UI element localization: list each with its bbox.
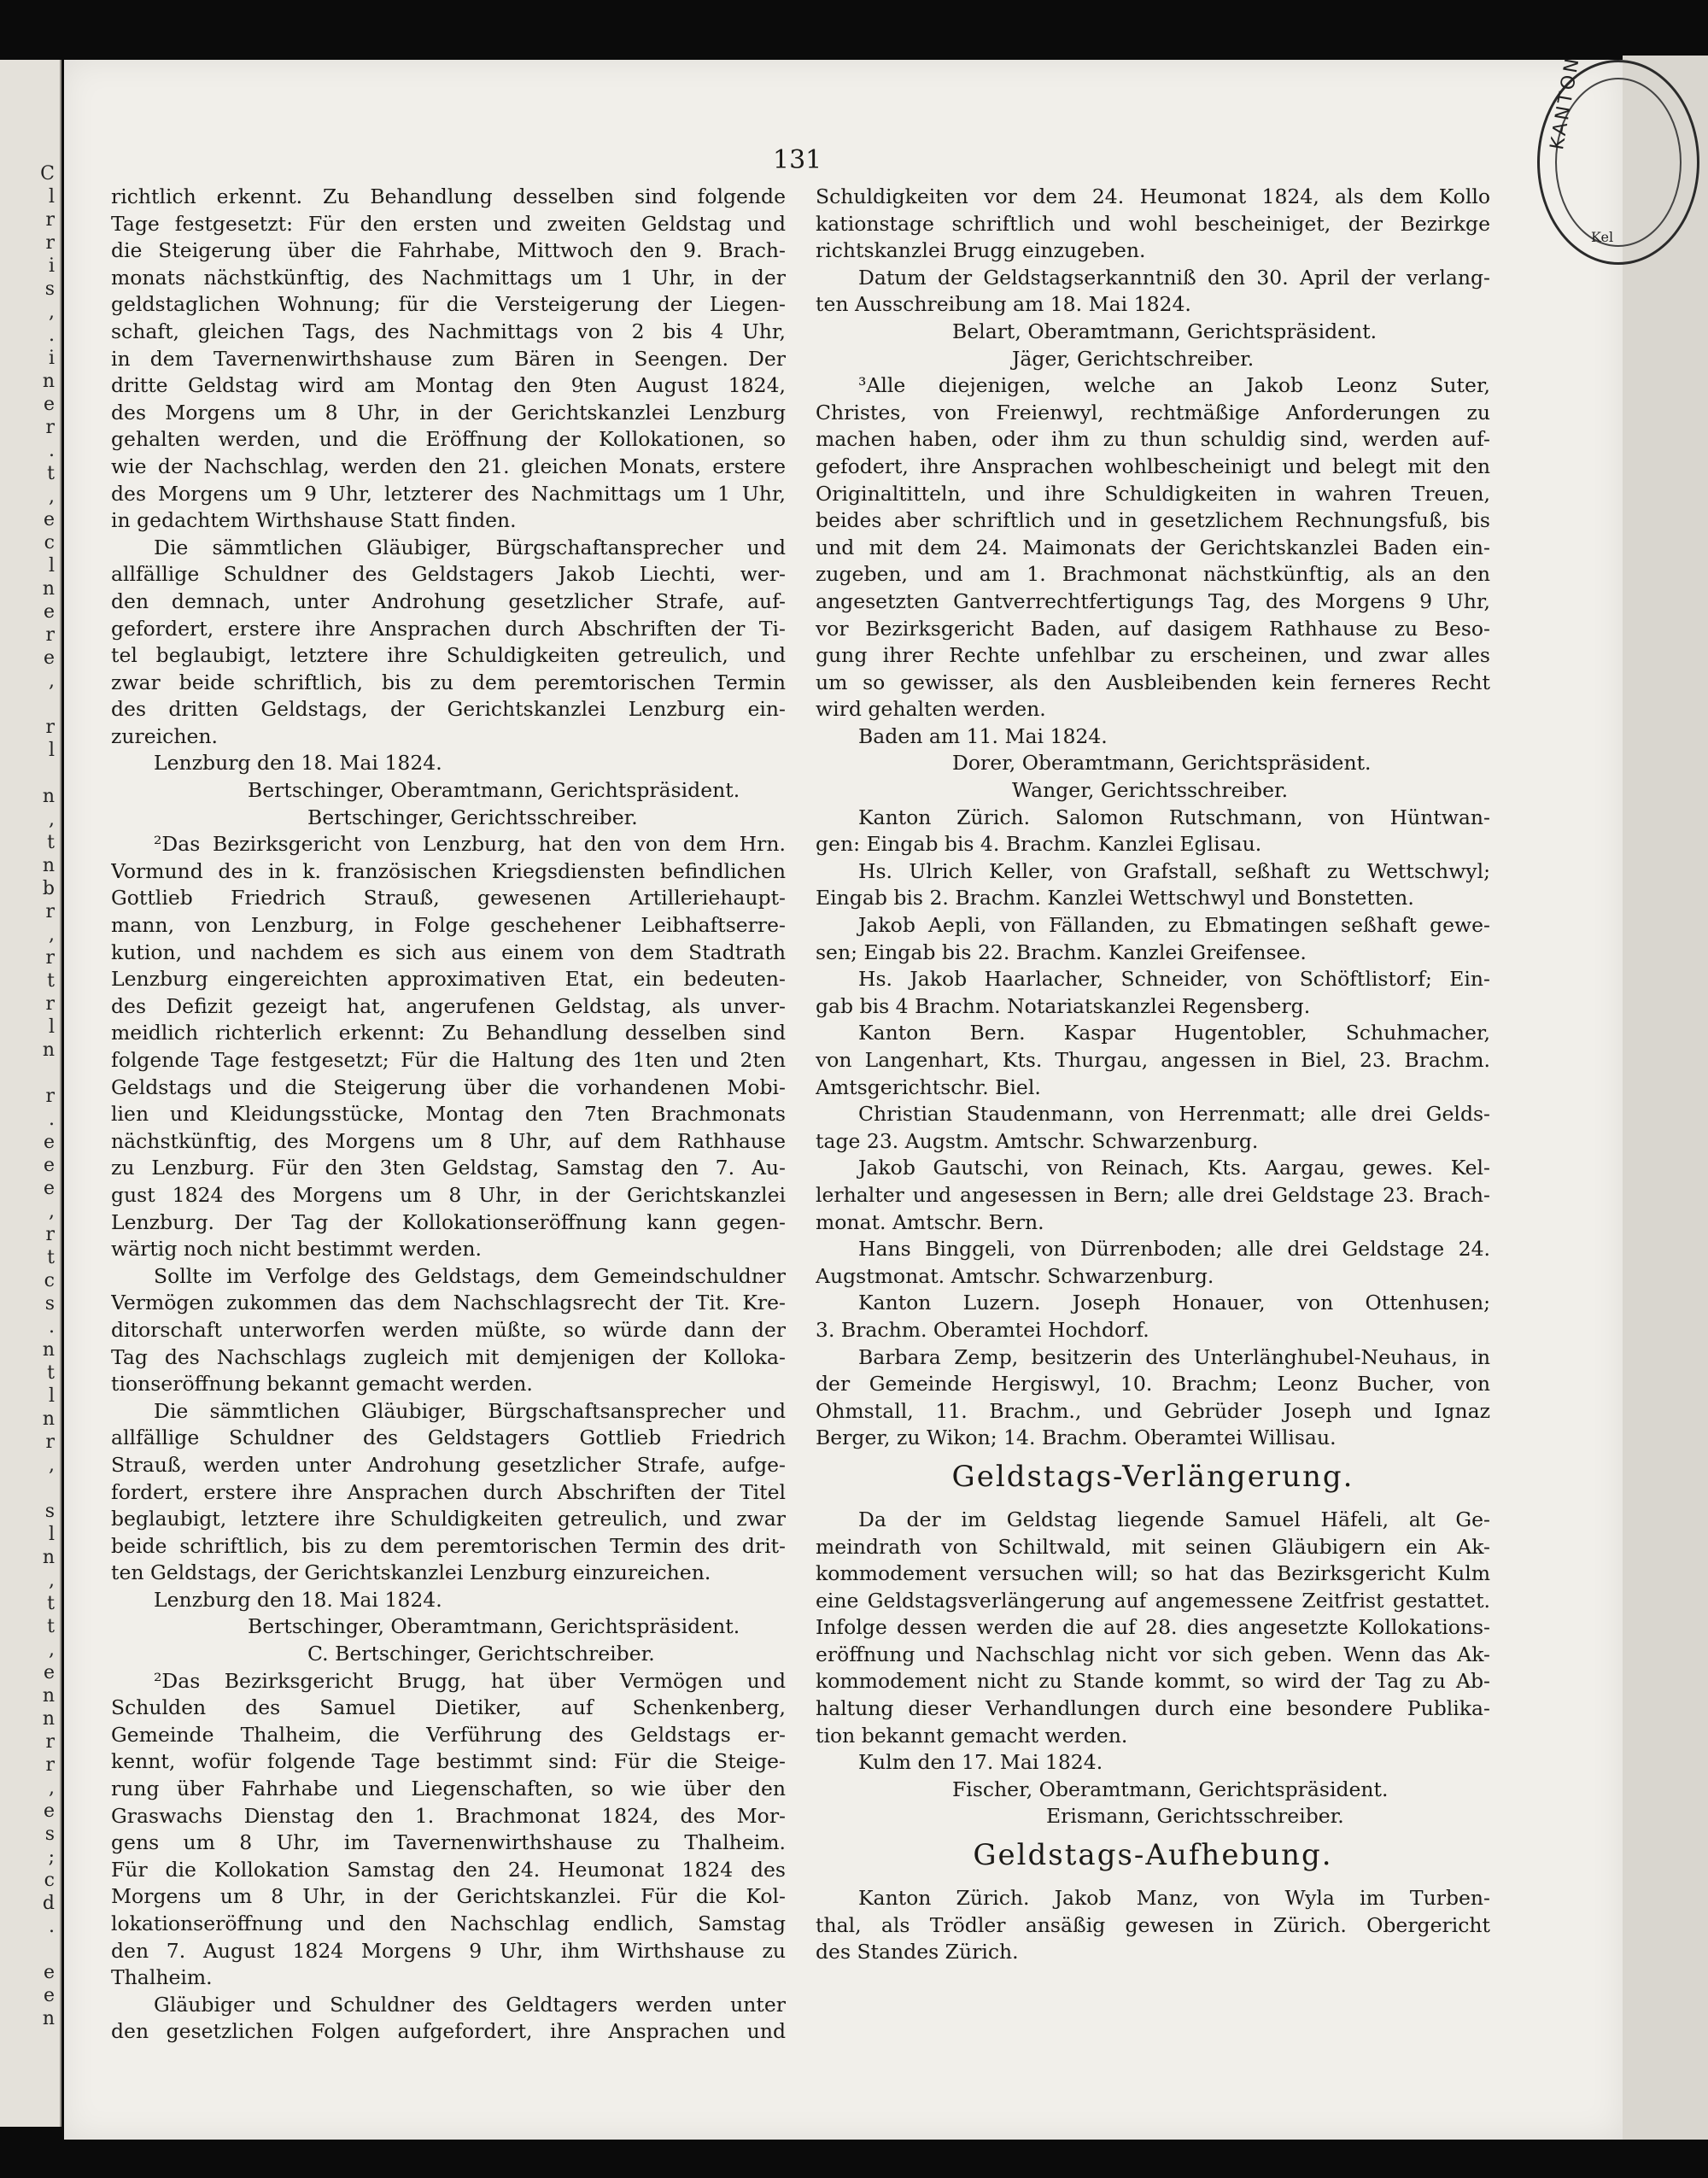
text-line: den gesetzlichen Folgen aufgefordert, ihre Ansprachen und <box>111 2019 786 2044</box>
text-line: Hs. Jakob Haarlacher, Schneider, von Schöftlistorf; Ein- <box>858 967 1490 992</box>
text-line: Bertschinger, Oberamtmann, Gerichtspräsident. <box>248 778 740 803</box>
text-line: schaft, gleichen Tags, des Nachmittags von 2 bis 4 Uhr, <box>111 319 786 343</box>
text-line: tage 23. Augstm. Amtschr. Schwarzenburg. <box>816 1128 1259 1153</box>
text-line: Die sämmtlichen Gläubiger, Bürgschaftansprecher und <box>154 535 786 559</box>
text-line: Kanton Zürich. Jakob Manz, von Wyla im Turben- <box>858 1886 1490 1911</box>
text-line: zugeben, und am 1. Brachmonat nächstkünftig, als an den <box>816 562 1490 587</box>
text-line: Kanton Bern. Kaspar Hugentobler, Schuhmacher, <box>858 1021 1490 1045</box>
text-line: eine Geldstagsverlängerung auf angemessene Zeitfrist gestattet. <box>816 1588 1490 1613</box>
text-line: lokationseröffnung und den Nachschlag endlich, Samstag <box>111 1912 786 1935</box>
text-line: Infolge dessen werden die auf 28. dies angesetzte Kollokations- <box>816 1615 1490 1640</box>
text-line: Schulden des Samuel Dietiker, auf Schenkenberg, <box>111 1695 786 1720</box>
text-line: gefordert, erstere ihre Ansprachen durch Abschriften der Ti- <box>111 616 786 641</box>
text-line: Amtsgerichtschr. Biel. <box>816 1074 1041 1099</box>
text-line: Tag des Nachschlags zugleich mit demjenigen der Kolloka- <box>111 1344 786 1369</box>
text-line: wird gehalten werden. <box>816 697 1046 722</box>
text-line: kommodement nicht zu Stande kommt, so wird der Tag zu Ab- <box>816 1669 1490 1694</box>
text-line: Eingab bis 2. Brachm. Kanzlei Wettschwyl und Bonstetten. <box>816 886 1414 910</box>
text-line: ²Das Bezirksgericht Brugg, hat über Vermögen und <box>154 1668 786 1693</box>
text-line: beglaubigt, letztere ihre Schuldigkeiten getreulich, und zwar <box>111 1507 786 1531</box>
text-line: Vormund des in k. französischen Kriegsdiensten befindlichen <box>111 858 786 883</box>
section-heading: Geldstags-Verlängerung. <box>951 1459 1354 1494</box>
page-right-edge <box>1623 56 1708 2140</box>
text-line: kennt, wofür folgende Tage bestimmt sind: Für die Steige- <box>111 1749 786 1774</box>
text-line: mann, von Lenzburg, in Folge geschehener Leibhaftserre- <box>111 913 786 938</box>
text-line: Berger, zu Wikon; 14. Brachm. Oberamtei Willisau. <box>816 1426 1337 1450</box>
text-line: Gottlieb Friedrich Strauß, gewesenen Artilleriehaupt- <box>111 886 786 910</box>
text-line: gefodert, ihre Ansprachen wohlbescheinigt und belegt mit den <box>816 454 1490 478</box>
text-line: ditorschaft unterworfen werden müßte, so würde dann der <box>111 1317 786 1342</box>
text-line: beides aber schriftlich und in gesetzlichem Rechnungsfuß, bis <box>816 508 1490 533</box>
text-line: Für die Kollokation Samstag den 24. Heumonat 1824 des <box>111 1857 786 1882</box>
text-line: Kanton Zürich. Salomon Rutschmann, von Hüntwan- <box>858 805 1490 829</box>
text-line: zureichen. <box>111 723 218 748</box>
library-stamp <box>1537 54 1699 265</box>
text-line: rung über Fahrhabe und Liegenschaften, so wie über den <box>111 1777 786 1801</box>
text-line: Datum der Geldstagserkanntniß den 30. April der verlang- <box>858 265 1490 290</box>
text-line: Graswachs Dienstag den 1. Brachmonat 1824, des Mor- <box>111 1803 786 1828</box>
text-line: der Gemeinde Hergiswyl, 10. Brachm; Leonz Bucher, von <box>816 1372 1490 1396</box>
text-line: wie der Nachschlag, werden den 21. gleichen Monats, erstere <box>111 454 786 478</box>
left-column <box>111 184 786 2046</box>
text-line: Jakob Aepli, von Fällanden, zu Ebmatingen seßhaft gewe- <box>858 913 1490 938</box>
text-line: Strauß, werden unter Androhung gesetzlicher Strafe, aufge- <box>111 1452 786 1477</box>
text-line: des Morgens um 8 Uhr, in der Gerichtskanzlei Lenzburg <box>111 400 786 424</box>
section-heading: Geldstags-Aufhebung. <box>973 1838 1333 1873</box>
text-line: Lenzburg. Der Tag der Kollokationseröffnung kann gegen- <box>111 1209 786 1234</box>
text-line: machen haben, oder ihm zu thun schuldig sind, werden auf- <box>816 427 1490 452</box>
text-line: meidlich richterlich erkennt: Zu Behandlung desselben sind <box>111 1021 786 1045</box>
text-line: in gedachtem Wirthshause Statt finden. <box>111 508 517 533</box>
text-line: Da der im Geldstag liegende Samuel Häfeli, alt Ge- <box>858 1507 1490 1531</box>
previous-page-text: C l r r i s , . i n e r . t , e c l n e r e , r l n , t n b r , r t r l n r . e e e , r t c s . n t l n r , s l n , t t , e n n r r , e s ; c d . e e n <box>40 163 55 2029</box>
text-line: zu Lenzburg. Für den 3ten Geldstag, Samstag den 7. Au- <box>111 1156 786 1180</box>
text-line: Erismann, Gerichtsschreiber. <box>1046 1804 1344 1829</box>
text-line: Gemeinde Thalheim, die Verführung des Geldstags er- <box>111 1722 786 1747</box>
text-line: ten Geldstags, der Gerichtskanzlei Lenzburg einzureichen. <box>111 1560 711 1585</box>
text-line: Originaltitteln, und ihre Schuldigkeiten in wahren Treuen, <box>816 481 1490 506</box>
text-line: monats nächstkünftig, des Nachmittags um 1 Uhr, in der <box>111 265 786 290</box>
stamp-label: KANTON <box>1547 54 1584 152</box>
text-line: Bertschinger, Gerichtsschreiber. <box>307 805 638 829</box>
text-line: des dritten Geldstags, der Gerichtskanzlei Lenzburg ein- <box>111 697 786 722</box>
text-line: kationstage schriftlich und wohl bescheiniget, der Bezirkge <box>816 211 1490 236</box>
text-line: Jakob Gautschi, von Reinach, Kts. Aargau, gewes. Kel- <box>858 1156 1490 1180</box>
text-line: Morgens um 8 Uhr, in der Gerichtskanzlei. Für die Kol- <box>111 1884 786 1909</box>
text-line: Christes, von Freienwyl, rechtmäßige Anforderungen zu <box>816 400 1490 424</box>
text-line: Geldstags und die Steigerung über die vorhandenen Mobi- <box>111 1074 786 1099</box>
text-line: beide schriftlich, bis zu dem peremtorischen Termin des drit- <box>111 1533 786 1558</box>
text-line: ten Ausschreibung am 18. Mai 1824. <box>816 292 1191 317</box>
text-line: wärtig noch nicht bestimmt werden. <box>111 1237 483 1262</box>
text-line: 3. Brachm. Oberamtei Hochdorf. <box>816 1317 1149 1342</box>
text-line: allfällige Schuldner des Geldstagers Gottlieb Friedrich <box>111 1426 786 1450</box>
text-line: sen; Eingab bis 22. Brachm. Kanzlei Greifensee. <box>816 940 1307 964</box>
text-line: lerhalter und angesessen in Bern; alle drei Geldstage 23. Brach- <box>816 1182 1490 1207</box>
text-line: folgende Tage festgesetzt; Für die Haltung des 1ten und 2ten <box>111 1048 786 1072</box>
text-line: gung ihrer Rechte unfehlbar zu erscheinen, und zwar alles <box>816 643 1490 668</box>
text-line: fordert, erstere ihre Ansprachen durch Abschriften der Titel <box>111 1479 786 1504</box>
text-line: Wanger, Gerichtsschreiber. <box>1012 778 1289 803</box>
previous-page-edge <box>0 60 61 2127</box>
text-line: richtlich erkennt. Zu Behandlung desselben sind folgende <box>111 184 786 208</box>
text-line: lien und Kleidungsstücke, Montag den 7ten Brachmonats <box>111 1102 786 1127</box>
text-line: haltung dieser Verhandlungen durch eine besondere Publika- <box>816 1696 1490 1721</box>
text-line: tel beglaubigt, letztere ihre Schuldigkeiten getreulich, und <box>111 643 786 668</box>
text-line: kommodement versuchen will; so hat das Bezirksgericht Kulm <box>816 1561 1490 1586</box>
text-line: Sollte im Verfolge des Geldstags, dem Gemeindschuldner <box>154 1263 786 1288</box>
stamp-sub-label: Kel <box>1591 229 1614 245</box>
text-line: Lenzburg eingereichten approximativen Etat, ein bedeuten- <box>111 967 786 992</box>
text-line: C. Bertschinger, Gerichtschreiber. <box>307 1642 655 1666</box>
text-line: tionseröffnung bekannt gemacht werden. <box>111 1372 533 1396</box>
text-line: Gläubiger und Schuldner des Geldtagers werden unter <box>154 1992 786 2017</box>
text-line: des Morgens um 9 Uhr, letzterer des Nachmittags um 1 Uhr, <box>111 481 786 506</box>
text-line: und mit dem 24. Maimonats der Gerichtskanzlei Baden ein- <box>816 535 1490 559</box>
text-line: zwar beide schriftlich, bis zu dem peremtorischen Termin <box>111 670 786 694</box>
text-line: tion bekannt gemacht werden. <box>816 1723 1128 1748</box>
text-line: ²Das Bezirksgericht von Lenzburg, hat den von dem Hrn. <box>154 832 786 857</box>
text-line: Barbara Zemp, besitzerin des Unterlänghubel-Neuhaus, in <box>858 1344 1490 1369</box>
page-number: 131 <box>773 145 822 175</box>
text-line: Ohmstall, 11. Brachm., und Gebrüder Joseph und Ignaz <box>816 1398 1490 1423</box>
text-line: Dorer, Oberamtmann, Gerichtspräsident. <box>952 751 1372 776</box>
text-line: gehalten werden, und die Eröffnung der Kollokationen, so <box>111 427 786 452</box>
text-line: Augstmonat. Amtschr. Schwarzenburg. <box>816 1263 1214 1288</box>
text-line: Jäger, Gerichtschreiber. <box>1012 346 1255 371</box>
text-line: in dem Tavernenwirthshause zum Bären in Seengen. Der <box>111 346 786 371</box>
text-line: kution, und nachdem es sich aus einem von dem Stadtrath <box>111 940 786 964</box>
text-line: gen: Eingab bis 4. Brachm. Kanzlei Eglisau. <box>816 832 1262 857</box>
text-line: Christian Staudenmann, von Herrenmatt; alle drei Gelds- <box>858 1102 1490 1127</box>
text-line: Lenzburg den 18. Mai 1824. <box>154 751 442 776</box>
text-line: nächstkünftig, des Morgens um 8 Uhr, auf dem Rathhause <box>111 1128 786 1153</box>
text-line: eröffnung und Nachschlag nicht vor sich geben. Wenn das Ak- <box>816 1642 1490 1666</box>
text-line: Thalheim. <box>111 1965 213 1990</box>
text-line: richtskanzlei Brugg einzugeben. <box>816 238 1146 263</box>
text-line: Die sämmtlichen Gläubiger, Bürgschaftsansprecher und <box>154 1398 786 1423</box>
text-line: dritte Geldstag wird am Montag den 9ten August 1824, <box>111 373 786 398</box>
text-line: Hs. Ulrich Keller, von Grafstall, seßhaft zu Wettschwyl; <box>858 858 1490 883</box>
text-line: Kulm den 17. Mai 1824. <box>858 1750 1103 1775</box>
text-line: meindrath von Schiltwald, mit seinen Gläubigern ein Ak- <box>816 1534 1490 1559</box>
text-line: geldstaglichen Wohnung; für die Versteigerung der Liegen- <box>111 292 786 317</box>
text-line: monat. Amtschr. Bern. <box>816 1209 1044 1234</box>
text-line: angesetzten Gantverrechtfertigungs Tag, des Morgens 9 Uhr, <box>816 588 1490 613</box>
text-line: gust 1824 des Morgens um 8 Uhr, in der Gerichtskanzlei <box>111 1182 786 1207</box>
text-line: Bertschinger, Oberamtmann, Gerichtspräsident. <box>248 1614 740 1639</box>
right-column <box>816 184 1490 1966</box>
text-line: des Standes Zürich. <box>816 1940 1019 1964</box>
text-line: Hans Binggeli, von Dürrenboden; alle drei Geldstage 24. <box>858 1237 1490 1262</box>
text-line: Belart, Oberamtmann, Gerichtspräsident. <box>952 319 1378 343</box>
text-line: gens um 8 Uhr, im Tavernenwirthshause zu Thalheim. <box>111 1830 786 1855</box>
text-line: Kanton Luzern. Joseph Honauer, von Ottenhusen; <box>858 1291 1490 1315</box>
text-line: Schuldigkeiten vor dem 24. Heumonat 1824, als dem Kollo <box>816 184 1490 208</box>
text-line: Fischer, Oberamtmann, Gerichtspräsident. <box>952 1777 1389 1801</box>
text-line: den demnach, unter Androhung gesetzlicher Strafe, auf- <box>111 588 786 613</box>
text-line: thal, als Trödler ansäßig gewesen in Zürich. Obergericht <box>816 1912 1490 1937</box>
text-line: vor Bezirksgericht Baden, auf dasigem Rathhause zu Beso- <box>816 616 1490 641</box>
text-line: allfällige Schuldner des Geldstagers Jakob Liechti, wer- <box>111 562 786 587</box>
text-line: gab bis 4 Brachm. Notariatskanzlei Regensberg. <box>816 993 1311 1018</box>
text-line: Lenzburg den 18. Mai 1824. <box>154 1587 442 1612</box>
text-line: Vermögen zukommen das dem Nachschlagsrecht der Tit. Kre- <box>111 1291 786 1315</box>
text-line: Baden am 11. Mai 1824. <box>858 723 1108 748</box>
text-line: des Defizit gezeigt hat, angerufenen Geldstag, als unver- <box>111 993 786 1018</box>
text-line: Tage festgesetzt: Für den ersten und zweiten Geldstag und <box>111 211 786 236</box>
text-line: ³Alle diejenigen, welche an Jakob Leonz Suter, <box>858 373 1490 398</box>
text-line: die Steigerung über die Fahrhabe, Mittwoch den 9. Brach- <box>111 238 786 263</box>
text-line: um so gewisser, als den Ausbleibenden kein ferneres Recht <box>816 670 1490 694</box>
text-line: den 7. August 1824 Morgens 9 Uhr, ihm Wirthshause zu <box>111 1938 786 1963</box>
text-line: von Langenhart, Kts. Thurgau, angessen in Biel, 23. Brachm. <box>816 1048 1490 1072</box>
